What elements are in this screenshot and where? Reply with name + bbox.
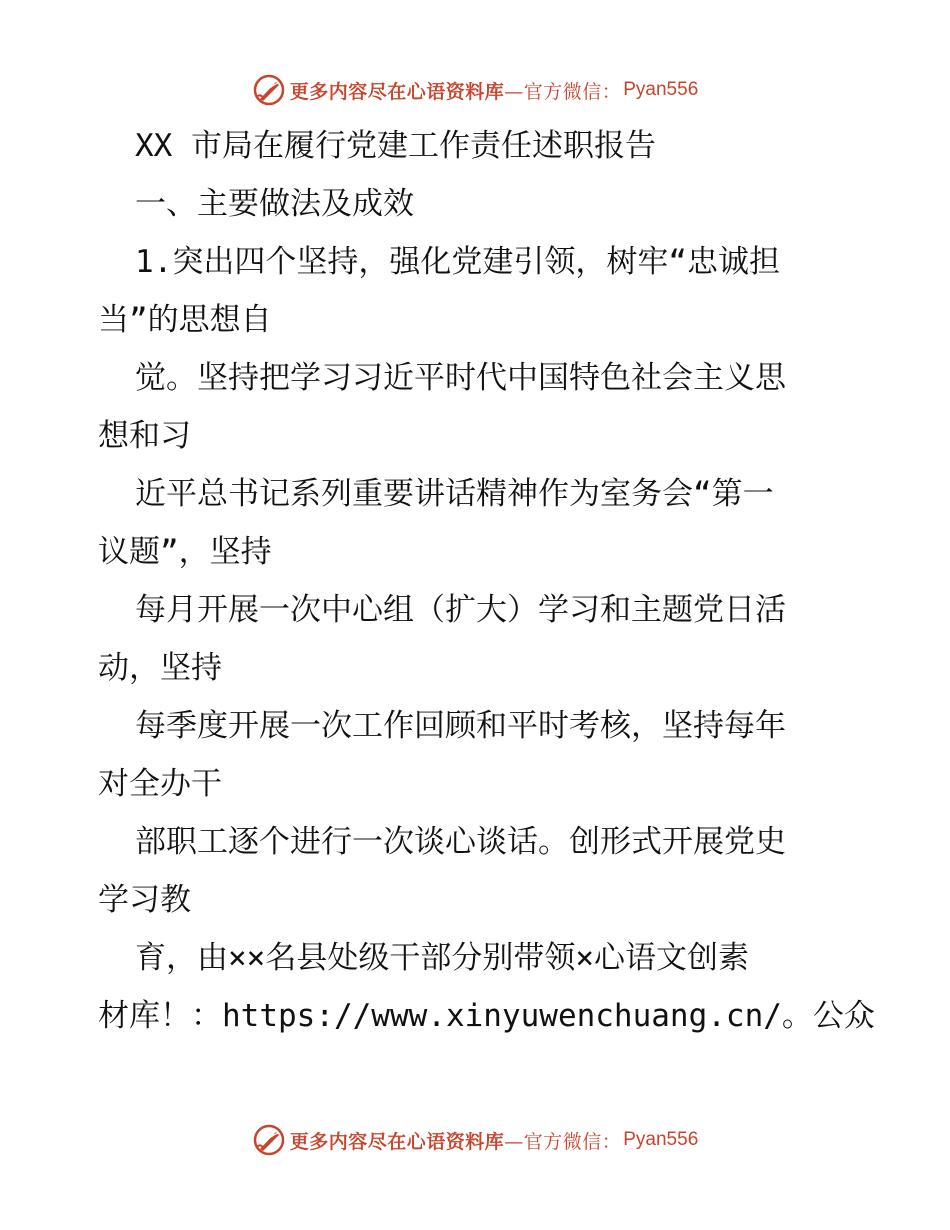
quill-logo-icon [252,73,286,107]
header-watermark [0,70,950,110]
footer-watermark [0,1120,950,1160]
paragraph-line: 1.突出四个坚持，强化党建引领，树牢“忠诚担 [135,244,780,280]
paragraph-line: 学习教 [98,882,191,918]
paragraph-line: 当”的思想自 [98,302,272,338]
paragraph-line: 觉。坚持把学习习近平时代中国特色社会主义思 [135,360,786,396]
document-body [98,117,875,1045]
watermark-brand: 更多内容尽在心语资料库 [289,80,505,103]
watermark-brand: 更多内容尽在心语资料库 [289,1130,505,1153]
paragraph-line: 动，坚持 [98,650,222,686]
paragraph-line: 对全办干 [98,766,222,802]
paragraph-line: 部职工逐个进行一次谈心谈话。创形式开展党史 [135,824,786,860]
watermark-contact: —官方微信： [504,80,622,103]
paragraph-line: 想和习 [98,418,191,454]
section-heading: 一、主要做法及成效 [135,186,414,222]
paragraph-line: 议题”，坚持 [98,534,272,570]
paragraph-line: 育，由××名县处级干部分别带领×心语文创素 [135,940,749,976]
paragraph-line: 材库！：https://www.xinyuwenchuang.cn/。公众 [98,998,875,1034]
watermark-wechat-id: Pyan556 [623,1129,699,1150]
watermark-wechat-id: Pyan556 [623,79,699,100]
paragraph-line: 每季度开展一次工作回顾和平时考核，坚持每年 [135,708,786,744]
document-title: XX 市局在履行党建工作责任述职报告 [135,128,656,164]
paragraph-line: 每月开展一次中心组（扩大）学习和主题党日活 [135,592,786,628]
quill-logo-icon [252,1123,286,1157]
watermark-contact: —官方微信： [504,1130,622,1153]
paragraph-line: 近平总书记系列重要讲话精神作为室务会“第一 [135,476,774,512]
